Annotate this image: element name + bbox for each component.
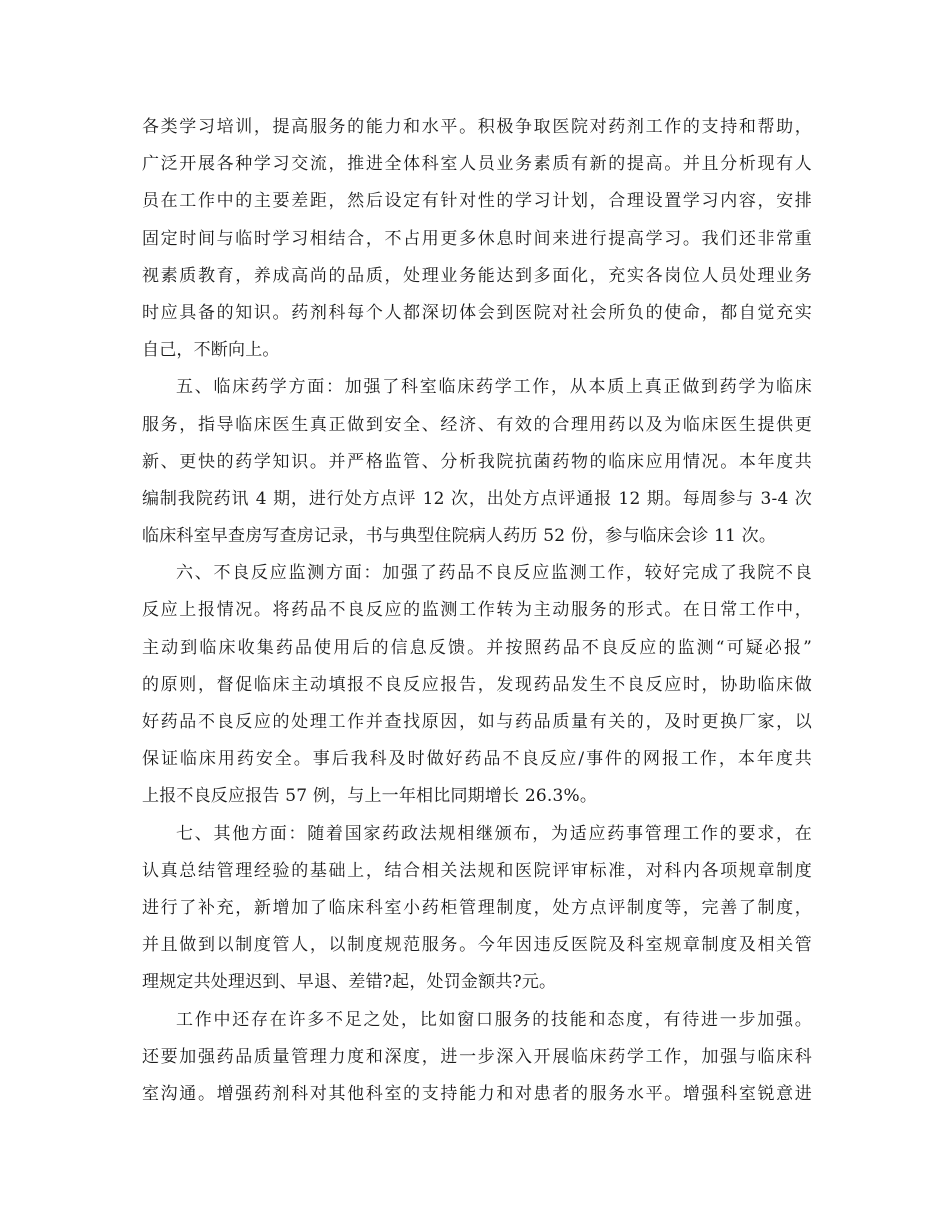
text-line: 临床科室早查房写查房记录，书与典型住院病人药历 52 份，参与临床会诊 11 次。 (142, 526, 777, 547)
text-line: 上报不良反应报告 57 例，与上一年相比同期增长 26.3%。 (142, 786, 598, 807)
text-line: 视素质教育，养成高尚的品质，处理业务能达到多面化，充实各岗位人员处理业务 (142, 265, 812, 286)
text-line: 工作中还存在许多不足之处，比如窗口服务的技能和态度，有待进一步加强。 (176, 1009, 812, 1030)
text-line: 好药品不良反应的处理工作并查找原因，如与药品质量有关的，及时更换厂家，以 (142, 712, 812, 732)
text-line: 编制我院药讯 4 期，进行处方点评 12 次，出处方点评通报 12 期。每周参与 3-4 次 (142, 488, 812, 509)
paragraph-adverse-reaction (142, 555, 812, 815)
text-line: 室沟通。增强药剂科对其他科室的支持能力和对患者的服务水平。增强科室锐意进 (142, 1083, 812, 1104)
text-line: 员在工作中的主要差距，然后设定有针对性的学习计划，合理设置学习内容，安排 (142, 191, 812, 212)
text-line: 主动到临床收集药品使用后的信息反馈。并按照药品不良反应的监测“可疑必报” (142, 637, 812, 658)
text-line: 七、其他方面：随着国家药政法规相继颁布，为适应药事管理工作的要求，在 (176, 823, 812, 844)
paragraph-clinical-pharmacy (142, 369, 812, 555)
text-line: 广泛开展各种学习交流，推进全体科室人员业务素质有新的提高。并且分析现有人 (142, 154, 812, 175)
text-line: 反应上报情况。将药品不良反应的监测工作转为主动服务的形式。在日常工作中， (142, 600, 812, 621)
text-line: 服务，指导临床医生真正做到安全、经济、有效的合理用药以及为临床医生提供更 (142, 414, 812, 435)
text-line: 各类学习培训，提高服务的能力和水平。积极争取医院对药剂工作的支持和帮助， (142, 117, 812, 137)
text-line: 理规定共处理迟到、早退、差错?起，处罚金额共?元。 (142, 972, 557, 993)
paragraph-training (142, 109, 812, 369)
text-line: 新、更快的药学知识。并严格监管、分析我院抗菌药物的临床应用情况。本年度共 (142, 451, 812, 472)
text-line: 并且做到以制度管人，以制度规范服务。今年因违反医院及科室规章制度及相关管 (142, 935, 812, 956)
text-line: 的原则，督促临床主动填报不良反应报告，发现药品发生不良反应时，协助临床做 (142, 674, 812, 695)
text-line: 认真总结管理经验的基础上，结合相关法规和医院评审标准，对科内各项规章制度 (142, 860, 812, 881)
paragraph-other-aspects (142, 816, 812, 1002)
text-line: 固定时间与临时学习相结合，不占用更多休息时间来进行提高学习。我们还非常重 (142, 228, 812, 249)
text-line: 进行了补充，新增加了临床科室小药柜管理制度，处方点评制度等，完善了制度， (142, 897, 812, 918)
text-line: 时应具备的知识。药剂科每个人都深切体会到医院对社会所负的使命，都自觉充实 (142, 302, 812, 323)
paragraph-shortcomings (142, 1002, 812, 1114)
text-line: 自己，不断向上。 (142, 340, 280, 361)
document-body (142, 109, 812, 1113)
text-line: 五、临床药学方面：加强了科室临床药学工作，从本质上真正做到药学为临床 (176, 377, 812, 398)
text-line: 保证临床用药安全。事后我科及时做好药品不良反应/事件的网报工作，本年度共 (142, 749, 812, 770)
text-line: 六、不良反应监测方面：加强了药品不良反应监测工作，较好完成了我院不良 (176, 563, 812, 584)
text-line: 还要加强药品质量管理力度和深度，进一步深入开展临床药学工作，加强与临床科 (142, 1046, 812, 1067)
